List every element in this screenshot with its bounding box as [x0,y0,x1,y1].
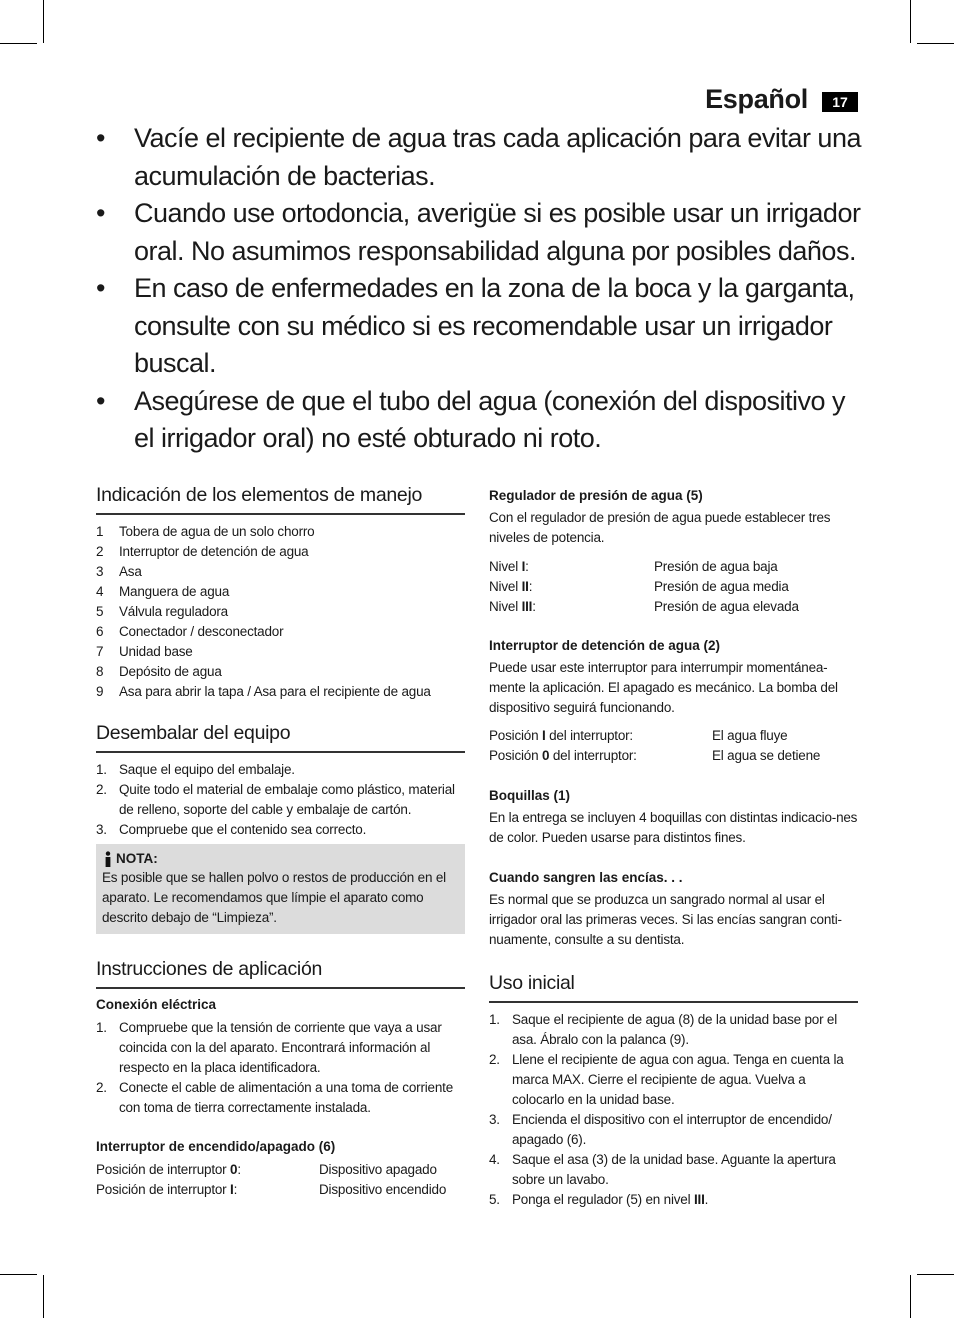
subsection-title: Boquillas (1) [489,788,571,803]
table-row: Nivel III: Presión de agua elevada [489,599,799,614]
list-item: 3. Encienda el dispositivo con el interruptor de encendido/ apagado (6). [489,1112,832,1147]
note-box [96,844,465,934]
list-item: 7 Unidad base [96,644,193,659]
table-row: Nivel II: Presión de agua media [489,579,789,594]
right-column [489,484,858,1210]
subsection-title: Interruptor de encendido/apagado (6) [96,1139,336,1154]
list-item: 2 Interruptor de detención de agua [96,544,309,559]
paragraph: Es normal que se produzca un sangrado normal al usar el irrigador oral las primeras veces. Si las encías sangran conti-nuamente, consulte a su dentista. [489,892,842,947]
list-item: 6 Conectador / desconectador [96,624,284,639]
paragraph: En la entrega se incluyen 4 boquillas con distintas indicacio-nes de color. Pueden usarse para distintos fines. [489,810,858,845]
controls-list [96,522,465,702]
paragraph: Con el regulador de presión de agua puede establecer tres niveles de potencia. [489,510,831,545]
list-item: 3 Asa [96,564,142,579]
switch-table [96,1160,465,1200]
crop-mark [917,43,954,44]
list-item: 1. Compruebe que la tensión de corriente que vaya a usar coincida con la del aparato. Encontrará información al respecto en la placa identificadora. [96,1020,442,1075]
info-icon [102,851,114,867]
subsection-title: Interruptor de detención de agua (2) [489,638,721,653]
section-heading: Indicación de los elementos de manejo [96,484,465,515]
note-title: NOTA: [116,851,158,866]
table-row: Posición I del interruptor: El agua fluye [489,728,788,743]
bullet-glyph: • [96,123,105,153]
list-item: 8 Depósito de agua [96,664,222,679]
left-column [96,484,465,1200]
subsection-title: Regulador de presión de agua (5) [489,488,703,503]
list-item: 2. Llene el recipiente de agua con agua. Tenga en cuenta la marca MAX. Cierre el recipiente de agua. Vuelva a colocarlo en la unidad base. [489,1052,844,1107]
list-item: 5. Ponga el regulador (5) en nivel III. [489,1192,709,1207]
list-item: 9 Asa para abrir la tapa / Asa para el recipiente de agua [96,684,431,699]
bullet-glyph: • [96,385,105,416]
electrical-steps [96,1018,465,1118]
list-item: 1 Tobera de agua de un solo chorro [96,524,315,539]
crop-mark [917,1274,954,1275]
page-number: 17 [822,92,858,112]
note-text: Es posible que se hallen polvo o restos de producción en el aparato. Le recomendamos que límpie el aparato como descrito debajo de “Limpieza”. [102,870,446,925]
list-item: 4 Manguera de agua [96,584,230,599]
stop-switch-table [489,726,858,766]
list-item: • En caso de enfermedades en la zona de la boca y la garganta, consulte con su médico si es recomendable usar un irrigador buscal. [96,270,866,383]
bullet-glyph: • [96,273,105,303]
table-row: Posición de interruptor 0: Dispositivo apagado [96,1162,437,1177]
paragraph: Puede usar este interruptor para interrumpir momentánea-mente la aplicación. El apagado es mecánico. La bomba del dispositivo seguirá funcionando. [489,660,838,715]
intro-bullet-list [96,120,866,458]
crop-mark [43,1275,44,1318]
list-item: 5 Válvula reguladora [96,604,228,619]
list-item: • Vacíe el recipiente de agua tras cada aplicación para evitar una acumulación de bacterias. [96,120,866,195]
page-language-header: Español [705,84,808,114]
crop-mark [0,43,37,44]
table-row: Posición de interruptor I: Dispositivo encendido [96,1182,447,1197]
section-heading: Desembalar del equipo [96,722,465,753]
subsection-title: Conexión eléctrica [96,997,217,1012]
section-heading: Instrucciones de aplicación [96,958,465,989]
unpack-steps [96,760,465,840]
table-row: Posición 0 del interruptor: El agua se detiene [489,748,821,763]
list-item: 2. Quite todo el material de embalaje como plástico, material de relleno, soporte del cable y embalaje de cartón. [96,782,455,817]
list-item: 2. Conecte el cable de alimentación a una toma de corriente con toma de tierra correctamente instalada. [96,1080,454,1115]
crop-mark [43,0,44,43]
pressure-table [489,557,858,617]
crop-mark [0,1274,37,1275]
crop-mark [910,1275,911,1318]
subsection-title: Cuando sangren las encías. . . [489,870,683,885]
list-item: • Asegúrese de que el tubo del agua (conexión del dispositivo y el irrigador oral) no esté obturado ni roto. [96,383,866,458]
crop-mark [910,0,911,43]
list-item: • Cuando use ortodoncia, averigüe si es posible usar un irrigador oral. No asumimos responsabilidad alguna por posibles daños. [96,195,866,270]
list-item: 3. Compruebe que el contenido sea correcto. [96,822,367,837]
first-use-steps [489,1010,858,1210]
list-item: 1. Saque el equipo del embalaje. [96,762,295,777]
section-heading: Uso inicial [489,972,858,1003]
table-row: Nivel I: Presión de agua baja [489,559,778,574]
bullet-glyph: • [96,198,105,228]
list-item: 1. Saque el recipiente de agua (8) de la unidad base por el asa. Ábralo con la palanca (9). [489,1012,838,1047]
list-item: 4. Saque el asa (3) de la unidad base. Aguante la apertura sobre un lavabo. [489,1152,836,1187]
